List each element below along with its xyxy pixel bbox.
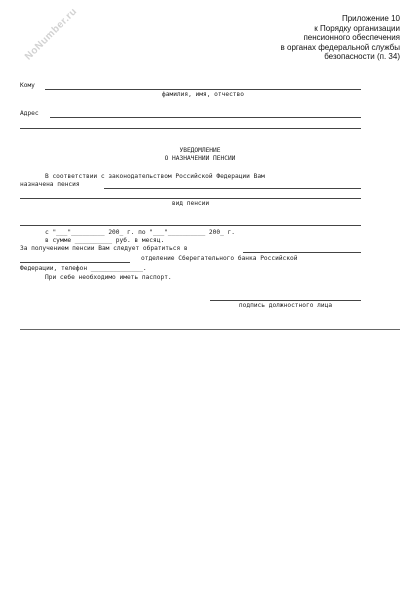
appendix-line: пенсионного обеспечения	[303, 33, 400, 43]
address-field-line	[50, 117, 361, 118]
branch-field-line	[20, 262, 130, 263]
name-caption: фамилия, имя, отчество	[162, 91, 244, 98]
federation-line: Федерации, телефон ______________.	[20, 265, 147, 272]
intro-line-2: назначена пенсия	[20, 181, 80, 188]
apply-field-line	[243, 252, 361, 253]
to-label: Кому	[20, 82, 35, 89]
apply-line: За получением пенсии Вам следует обратиться в	[20, 245, 188, 252]
intro-line-1: В соответствии с законодательством Российской Федерации Вам	[45, 173, 265, 180]
branch-line: отделение Сберегательного банка Российской	[141, 255, 298, 262]
signature-caption: подпись должностного лица	[238, 302, 333, 309]
appendix-line: Приложение 10	[341, 14, 400, 23]
period-line: с "___"_________ 200_ г. по "___"__________ 200_ г.	[45, 229, 235, 236]
address-field-line-2	[20, 128, 361, 129]
appendix-line: безопасности (п. 34)	[324, 52, 400, 62]
amount-line: в сумме __________ руб. в месяц.	[45, 237, 165, 244]
pension-field-line	[104, 188, 361, 189]
watermark: NoNumber.ru	[23, 6, 80, 63]
notice-subtitle: О НАЗНАЧЕНИИ ПЕНСИИ	[164, 155, 236, 162]
passport-line: При себе необходимо иметь паспорт.	[45, 274, 172, 281]
bottom-divider	[20, 329, 400, 330]
address-label: Адрес	[20, 110, 39, 117]
appendix-line: в органах федеральной службы	[280, 42, 400, 52]
appendix-header	[200, 14, 400, 62]
pension-field-line-2	[20, 198, 361, 199]
pension-type-line	[20, 225, 361, 226]
to-field-line	[45, 89, 361, 90]
appendix-line: к Порядку организации	[314, 23, 400, 33]
pension-type-caption: вид пенсии	[171, 200, 210, 207]
notice-title: УВЕДОМЛЕНИЕ	[179, 147, 221, 154]
signature-line	[210, 300, 361, 301]
